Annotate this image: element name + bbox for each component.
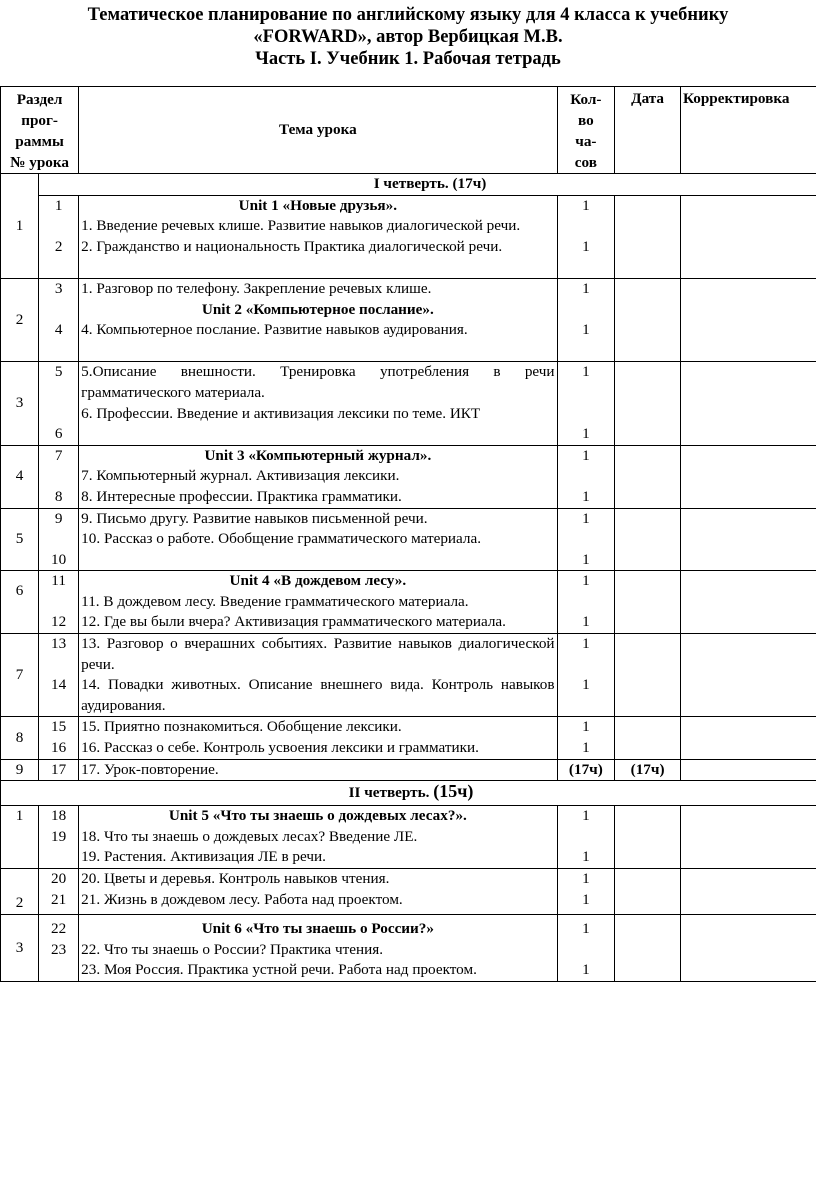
lesson-number: 23	[51, 940, 67, 958]
hours-value: 1	[582, 961, 590, 979]
hours-value: 1	[582, 363, 590, 381]
lesson-numbers	[39, 278, 79, 361]
header-hours-l2: во	[578, 112, 594, 129]
section-number: 3	[1, 915, 39, 982]
quarter-2-row	[1, 781, 816, 806]
topic-line: 9. Письмо другу. Развитие навыков письменной речи.	[81, 509, 428, 527]
header-hours-l4: сов	[574, 154, 597, 171]
section-number: 9	[1, 759, 39, 781]
hours-value: 1	[582, 487, 590, 505]
hours-value: 1	[582, 279, 590, 297]
lesson-row	[1, 759, 816, 781]
date-cell: (17ч)	[615, 759, 681, 781]
date-cell	[615, 806, 681, 869]
section-number: 5	[1, 508, 39, 571]
topic-line: 1. Введение речевых клише. Развитие навыков диалогической речи.	[81, 217, 521, 235]
lesson-numbers	[39, 717, 79, 759]
lesson-hours	[557, 195, 615, 278]
topic-line: 19. Растения. Активизация ЛЕ в речи.	[81, 848, 326, 866]
lesson-hours	[557, 571, 615, 634]
document-title	[0, 4, 816, 70]
lesson-row	[1, 445, 816, 508]
lesson-topic	[79, 195, 557, 278]
lesson-topic	[79, 915, 557, 982]
hours-value: 1	[582, 613, 590, 631]
hours-value: 1	[582, 446, 590, 464]
date-cell	[615, 869, 681, 915]
lesson-topic	[79, 508, 557, 571]
hours-value: 1	[582, 196, 590, 214]
lesson-topic	[79, 806, 557, 869]
date-cell	[615, 717, 681, 759]
lesson-hours	[557, 445, 615, 508]
lesson-row	[1, 278, 816, 361]
correction-cell	[681, 195, 816, 278]
correction-cell	[681, 278, 816, 361]
lesson-number: 7	[54, 446, 63, 464]
header-section-l2: прог-	[21, 112, 58, 129]
topic-line: 18. Что ты знаешь о дождевых лесах? Введение ЛЕ.	[81, 827, 418, 845]
lesson-number: 6	[54, 425, 63, 443]
unit-title: Unit 2 «Компьютерное послание».	[201, 300, 434, 318]
lesson-numbers	[39, 915, 79, 982]
header-hours-l3: ча-	[575, 133, 597, 150]
hours-value: 1	[582, 635, 590, 653]
unit-title: Unit 5 «Что ты знаешь о дождевых лесах?».	[168, 807, 467, 825]
title-line-1: Тематическое планирование по английскому языку для 4 класса к учебнику	[87, 5, 729, 25]
topic-line: 1. Разговор по телефону. Закрепление речевых клише.	[81, 279, 432, 297]
lesson-hours	[557, 508, 615, 571]
header-section-l1: Раздел	[16, 91, 63, 108]
topic-line: 8. Интересные профессии. Практика грамматики.	[81, 487, 402, 505]
lesson-row	[1, 915, 816, 982]
header-section	[1, 87, 79, 174]
hours-value: 1	[582, 890, 590, 908]
date-cell	[615, 195, 681, 278]
correction-cell	[681, 445, 816, 508]
lesson-numbers	[39, 195, 79, 278]
lesson-hours	[557, 869, 615, 915]
lesson-number: 15	[51, 718, 67, 736]
section-number: 8	[1, 717, 39, 759]
header-section-l4: № урока	[10, 154, 69, 171]
hours-value: (17ч)	[557, 759, 615, 781]
lesson-number: 4	[54, 321, 63, 339]
lesson-number: 19	[51, 827, 67, 845]
lesson-number: 11	[51, 572, 66, 590]
date-cell	[615, 915, 681, 982]
lesson-number: 2	[54, 237, 63, 255]
lesson-numbers	[39, 362, 79, 445]
topic-line: 13. Разговор о вчерашних событиях. Развитие навыков диалогической речи.	[81, 635, 555, 673]
topic-line: 7. Компьютерный журнал. Активизация лексики.	[81, 467, 400, 485]
lesson-numbers	[39, 508, 79, 571]
lesson-number: 16	[51, 739, 67, 757]
lesson-number: 1	[54, 196, 63, 214]
header-topic: Тема урока	[79, 87, 557, 174]
topic-line: 21. Жизнь в дождевом лесу. Работа над проектом.	[81, 890, 403, 908]
lesson-hours	[557, 362, 615, 445]
lesson-number: 14	[51, 676, 67, 694]
topic-line: 5.Описание внешности. Тренировка употребления в речи грамматического материала.	[81, 363, 555, 401]
lesson-number: 8	[54, 487, 63, 505]
date-cell	[615, 362, 681, 445]
lesson-number: 21	[51, 890, 67, 908]
hours-value: 1	[582, 739, 590, 757]
lesson-hours	[557, 806, 615, 869]
hours-value: 1	[582, 321, 590, 339]
hours-value: 1	[582, 425, 590, 443]
lesson-number: 12	[51, 613, 67, 631]
quarter-2-label: II четверть.	[348, 784, 430, 802]
date-cell	[615, 278, 681, 361]
header-section-l3: раммы	[15, 133, 64, 150]
topic-line: 23. Моя Россия. Практика устной речи. Работа над проектом.	[81, 961, 477, 979]
lesson-row	[1, 806, 816, 869]
topic-line: 2. Гражданство и национальность Практика диалогической речи.	[81, 237, 503, 255]
lesson-hours	[557, 634, 615, 717]
section-number: 6	[1, 571, 39, 634]
section-number: 3	[1, 362, 39, 445]
lesson-topic	[79, 278, 557, 361]
planning-table	[0, 86, 816, 982]
topic-line: 17. Урок-повторение.	[79, 759, 557, 781]
lesson-row	[1, 508, 816, 571]
lesson-number: 9	[54, 509, 63, 527]
hours-value: 1	[582, 848, 590, 866]
section-number: 1	[1, 174, 39, 279]
title-line-2: «FORWARD», автор Вербицкая М.В.	[253, 27, 563, 47]
date-cell	[615, 634, 681, 717]
hours-value: 1	[582, 550, 590, 568]
hours-value: 1	[582, 572, 590, 590]
date-cell	[615, 445, 681, 508]
topic-line: 12. Где вы были вчера? Активизация грамматического материала.	[81, 613, 506, 631]
quarter-1-row	[1, 174, 816, 196]
lesson-number: 5	[54, 363, 63, 381]
lesson-numbers	[39, 445, 79, 508]
correction-cell	[681, 634, 816, 717]
header-hours	[557, 87, 615, 174]
lesson-numbers	[39, 806, 79, 869]
topic-line: 10. Рассказ о работе. Обобщение грамматического материала.	[81, 530, 482, 548]
lesson-numbers	[39, 634, 79, 717]
correction-cell	[681, 508, 816, 571]
unit-title: Unit 1 «Новые друзья».	[238, 196, 398, 214]
unit-title: Unit 4 «В дождевом лесу».	[229, 572, 407, 590]
correction-cell	[681, 571, 816, 634]
lesson-topic	[79, 571, 557, 634]
header-correction: Корректировка	[681, 87, 816, 174]
section-number: 7	[1, 634, 39, 717]
topic-line: 6. Профессии. Введение и активизация лексики по теме. ИКТ	[81, 404, 481, 422]
correction-cell	[681, 869, 816, 915]
lesson-row	[1, 869, 816, 915]
lesson-topic	[79, 634, 557, 717]
unit-title: Unit 6 «Что ты знаешь о России?»	[201, 920, 434, 937]
header-hours-l1: Кол-	[570, 91, 602, 108]
quarter-2-title	[1, 781, 816, 806]
lesson-row	[1, 195, 816, 278]
lesson-number: 18	[51, 807, 67, 825]
header-date: Дата	[615, 87, 681, 174]
correction-cell	[681, 759, 816, 781]
lesson-numbers	[39, 571, 79, 634]
lesson-row	[1, 717, 816, 759]
hours-value: 1	[582, 870, 590, 887]
quarter-2-hours: (15ч)	[433, 781, 474, 802]
lesson-hours	[557, 278, 615, 361]
header-row	[1, 87, 816, 174]
quarter-1-title: I четверть. (17ч)	[39, 174, 816, 196]
hours-value: 1	[582, 807, 590, 825]
topic-line: 4. Компьютерное послание. Развитие навыков аудирования.	[81, 321, 468, 339]
correction-cell	[681, 915, 816, 982]
topic-line: 22. Что ты знаешь о России? Практика чтения.	[81, 940, 384, 958]
lesson-topic	[79, 717, 557, 759]
lesson-hours	[557, 915, 615, 982]
lesson-topic	[79, 362, 557, 445]
hours-value: 1	[582, 237, 590, 255]
section-number: 1	[1, 806, 39, 869]
lesson-number: 17	[39, 759, 79, 781]
topic-line: 16. Рассказ о себе. Контроль усвоения лексики и грамматики.	[81, 739, 479, 757]
lesson-row	[1, 634, 816, 717]
correction-cell	[681, 717, 816, 759]
lesson-number: 22	[51, 920, 67, 937]
date-cell	[615, 571, 681, 634]
lesson-row	[1, 362, 816, 445]
lesson-numbers	[39, 869, 79, 915]
correction-cell	[681, 806, 816, 869]
hours-value: 1	[582, 509, 590, 527]
topic-line: 15. Приятно познакомиться. Обобщение лексики.	[81, 718, 402, 736]
hours-value: 1	[582, 676, 590, 694]
section-number: 2	[1, 278, 39, 361]
lesson-number: 10	[51, 550, 67, 568]
lesson-number: 20	[51, 870, 67, 887]
topic-line: 11. В дождевом лесу. Введение грамматического материала.	[81, 592, 469, 610]
hours-value: 1	[582, 718, 590, 736]
correction-cell	[681, 362, 816, 445]
lesson-topic	[79, 445, 557, 508]
topic-line: 14. Повадки животных. Описание внешнего вида. Контроль навыков аудирования.	[81, 676, 555, 714]
lesson-topic	[79, 869, 557, 915]
lesson-hours	[557, 717, 615, 759]
lesson-row	[1, 571, 816, 634]
lesson-number: 13	[51, 635, 67, 653]
lesson-number: 3	[54, 279, 63, 297]
section-number: 2	[1, 869, 39, 915]
section-number: 4	[1, 445, 39, 508]
topic-line: 20. Цветы и деревья. Контроль навыков чтения.	[81, 870, 390, 887]
unit-title: Unit 3 «Компьютерный журнал».	[204, 446, 432, 464]
title-line-3: Часть I. Учебник 1. Рабочая тетрадь	[255, 49, 561, 69]
hours-value: 1	[582, 920, 590, 937]
date-cell	[615, 508, 681, 571]
